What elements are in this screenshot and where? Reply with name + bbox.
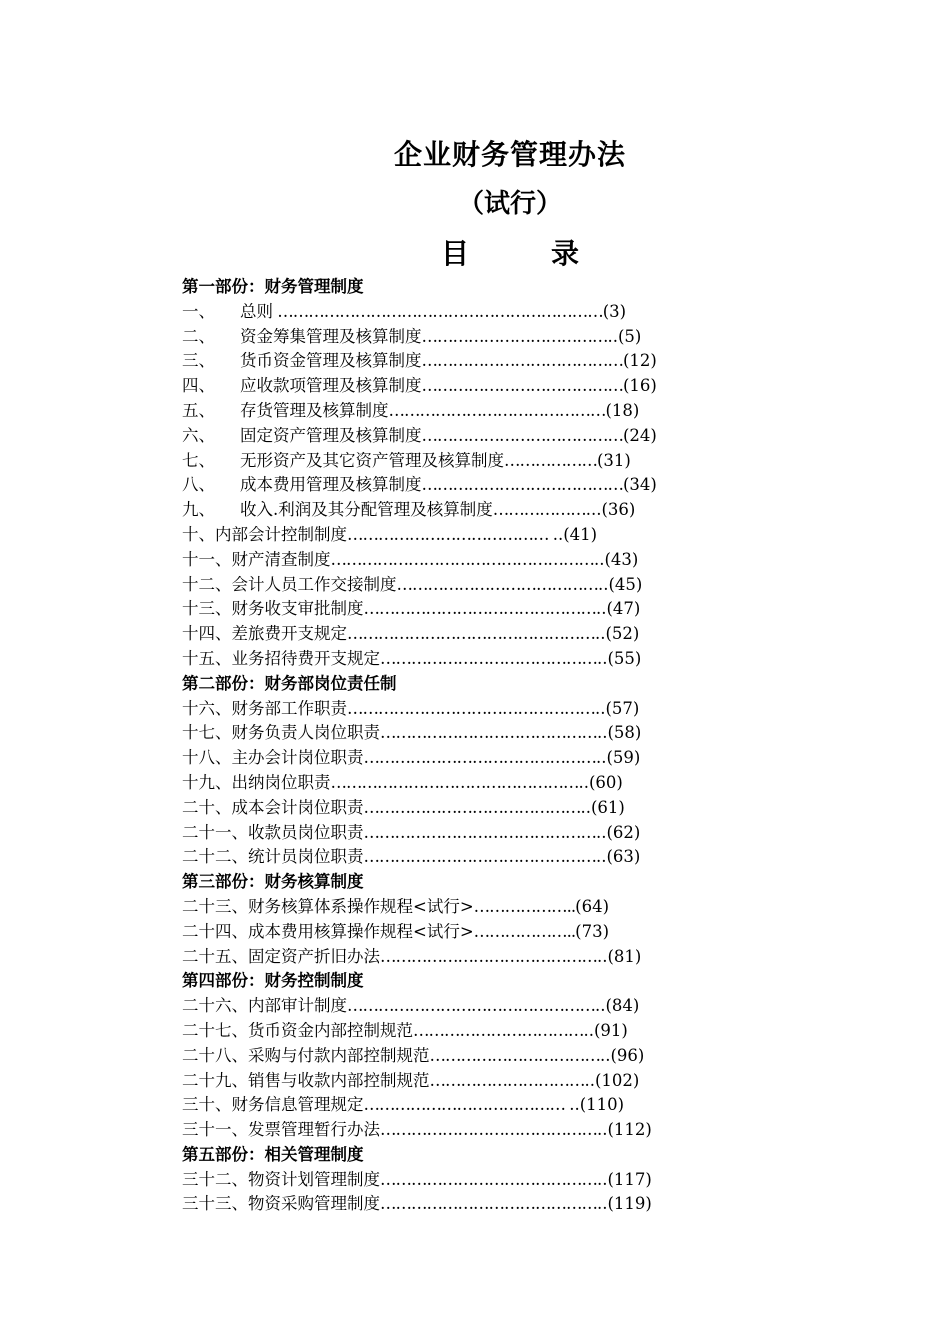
toc-entry-page: ..(43) [594,549,639,569]
toc-entry-page: ..(110) [569,1095,625,1115]
toc-entry-leader: ……………………………………… [363,599,596,619]
toc-entry-leader: ……………………………………… [363,748,596,768]
toc-entry-page: (34) [623,475,657,495]
toc-entry-label: 固定资产折旧办法 [248,946,380,966]
toc-entry-number: 三、 [182,351,215,371]
toc-entry-label: 应收款项管理及核算制度 [240,376,422,396]
toc-entry-leader: ……………… [504,450,597,470]
toc-entry-label: 发票管理暂行办法 [248,1120,380,1140]
toc-entry-number: 二、 [182,326,215,346]
toc-entry [182,895,702,920]
toc-entry-number: 七、 [182,450,215,470]
toc-entry-page: ..(58) [597,723,642,743]
toc-entry-label: 财务信息管理规定 [231,1095,364,1115]
toc-entry-page: ...(36) [585,500,636,520]
toc-entry-number: 二十一、 [182,822,248,842]
toc-heading [441,232,579,272]
toc-entry-number: 二十三、 [182,896,248,916]
toc-entry-leader: ………………………………… [421,376,623,396]
toc-entry-page: ..(62) [596,822,641,842]
toc-entry [182,573,702,598]
toc-entry-number: 三十一、 [182,1120,248,1140]
toc-entry-page: ..(57) [595,698,640,718]
toc-entry-page: (16) [623,376,657,396]
toc-entry [182,697,702,722]
toc-entry-page: (18) [605,400,640,420]
toc-entry [182,1168,702,1193]
toc-part-heading: 第一部份：财务管理制度 [182,277,364,296]
toc-entry-leader: …………………………………… [380,648,597,668]
toc-entry-number: 二十八、 [182,1045,248,1065]
toc-entry-page: (73) [575,921,610,941]
toc-entry [182,771,702,796]
toc-entry-leader: ……………….. [473,896,576,916]
toc-entry-label: 会计人员工作交接制度 [231,574,397,594]
toc-entry-label: 业务招待费开支规定 [231,648,380,668]
toc-entry-number: 三十、 [182,1095,232,1115]
toc-entry-label: 销售与收款内部控制规范 [248,1070,430,1090]
toc-entry-number: 三十二、 [182,1169,248,1189]
toc-entry-leader: ………………………………… [363,1095,570,1115]
toc-entry-leader: …………………………… [413,1020,584,1040]
toc-entry-label: 总则 [240,301,273,321]
toc-heading-right: 录 [551,237,580,270]
toc-entry-label: 收款员岗位职责 [248,822,364,842]
toc-entry-page: (24) [623,425,657,445]
toc-entry-leader: ……………………………… [421,326,608,346]
toc-entry-number: 二十二、 [182,847,248,867]
toc-entry [182,498,702,523]
toc-entry-leader: ………………………………… [347,524,553,544]
toc-entry-number: 二十九、 [182,1070,248,1090]
toc-entry-number: 九、 [182,500,215,520]
toc-entry-label: 成本费用管理及核算制度 [240,475,422,495]
toc-entry-number: 二十六、 [182,996,248,1016]
toc-entry-leader: …………………………………… [363,797,581,817]
toc-entry-number: 十四、 [182,624,232,644]
toc-entry-number: 十、 [182,524,215,544]
toc-entry-number: 二十四、 [182,921,248,941]
toc-entry-label: 货币资金内部控制规范 [248,1020,413,1040]
toc-entry-page: ..(63) [596,847,641,867]
toc-entry-leader: ……………… [492,500,586,520]
toc-entry-leader: ………………………………… [421,425,623,445]
toc-entry-number: 三十三、 [182,1194,248,1214]
toc-entry-label: 物资计划管理制度 [248,1169,380,1189]
toc-entry-number: 十一、 [182,549,232,569]
toc-entry-page: ..(81) [597,946,642,966]
toc-entry-page: ..(117) [597,1169,652,1189]
toc-entry-label: 存货管理及核算制度 [240,400,389,420]
toc-entry-number: 八、 [182,475,215,495]
toc-entry-page: ..(119) [597,1194,652,1214]
toc-entry [182,597,702,622]
toc-entry-label: 主办会计岗位职责 [231,748,364,768]
toc-entry-page: ..(45) [598,574,643,594]
toc-entry [182,1044,702,1069]
toc-entry-page: ..(102) [584,1070,640,1090]
toc-part-heading: 第二部份：财务部岗位责任制 [182,673,397,693]
toc-entry [182,1192,702,1217]
toc-entry-leader: …………………………… [429,1045,600,1065]
toc-entry-number: 二十七、 [182,1020,248,1040]
toc-entry-label: 货币资金管理及核算制度 [240,351,422,371]
toc-entry-leader: ………………………………… [396,574,598,594]
toc-entry-label: 内部会计控制制度 [215,524,347,544]
toc-entry-page: ..(112) [597,1120,652,1140]
toc-entry-label: 固定资产管理及核算制度 [240,425,422,445]
toc-entry-number: 十七、 [182,723,232,743]
toc-entry [182,845,702,870]
toc-entry-leader: ………………………………………… [347,624,595,644]
toc-entry-leader: …………………………………… [380,1194,597,1214]
table-of-contents [182,275,702,1217]
toc-entry [182,721,702,746]
toc-entry-number: 十五、 [182,648,232,668]
toc-entry-leader: ………………………………………… [330,772,579,792]
toc-entry-page: ..(91) [583,1020,628,1040]
toc-entry [182,1069,702,1094]
toc-entry-leader: ………………………………… [421,351,623,371]
toc-entry-leader: ……………….. [473,921,576,941]
toc-entry-number: 十八、 [182,748,232,768]
toc-entry [182,945,702,970]
toc-entry-leader: ……………………………………………………… [273,301,603,321]
toc-entry [182,1118,702,1143]
toc-entry-leader: ……………………………………… [363,822,596,842]
toc-entry-page: ..(55) [597,648,642,668]
toc-entry-leader: …………………………………………… [330,549,594,569]
toc-entry-page: ..(84) [595,996,640,1016]
toc-entry-label: 成本费用核算操作规程<试行> [248,921,474,941]
toc-entry-page: ..(41) [552,524,598,544]
toc-entry-leader: …………………………………… [380,723,597,743]
toc-entry [182,647,702,672]
toc-entry-leader: ………………………… [429,1070,585,1090]
toc-entry-page: ..(47) [596,599,641,619]
toc-entry [182,325,702,350]
toc-entry-page: ..(52) [595,624,640,644]
toc-entry-leader: ………………………………… [421,475,623,495]
toc-entry [182,523,702,548]
toc-entry-number: 十六、 [182,698,232,718]
toc-entry-label: 内部审计制度 [248,996,347,1016]
toc-entry [182,1093,702,1118]
toc-entry [182,994,702,1019]
toc-entry-number: 五、 [182,400,215,420]
toc-entry-number: 十二、 [182,574,232,594]
toc-entry [182,746,702,771]
toc-entry-leader: …………………………………… [380,1120,597,1140]
toc-entry-page: (12) [623,351,657,371]
toc-entry-label: 统计员岗位职责 [248,847,364,867]
document-subtitle: （试行） [457,189,562,219]
toc-entry-label: 财务部工作职责 [231,698,347,718]
toc-entry-leader: ………………………………………… [347,698,595,718]
toc-entry-leader: …………………………………… [388,400,606,420]
toc-entry-page: ..(61) [580,797,625,817]
toc-entry [182,920,702,945]
toc-entry-label: 成本会计岗位职责 [231,797,364,817]
toc-entry [182,300,702,325]
toc-entry [182,424,702,449]
toc-entry-label: 财产清查制度 [231,549,331,569]
document-title: 企业财务管理办法 [393,138,626,171]
toc-entry-number: 四、 [182,376,215,396]
toc-entry-number: 二十五、 [182,946,248,966]
toc-entry-page: (64) [575,896,610,916]
toc-entry-label: 财务负责人岗位职责 [231,723,380,743]
toc-entry-label: 无形资产及其它资产管理及核算制度 [240,450,504,470]
toc-entry-label: 收入.利润及其分配管理及核算制度 [240,500,493,520]
toc-entry-leader: …………………………………… [380,946,597,966]
toc-entry-page: (31) [597,450,631,470]
toc-entry [182,399,702,424]
toc-part-heading: 第五部份：相关管理制度 [182,1144,364,1164]
toc-entry [182,548,702,573]
toc-entry [182,796,702,821]
toc-entry-number: 十三、 [182,599,232,619]
toc-entry-label: 出纳岗位职责 [231,772,331,792]
toc-entry-number: 六、 [182,425,215,445]
toc-entry-page: (3) [602,301,627,321]
toc-entry-label: 资金筹集管理及核算制度 [240,326,422,346]
toc-entry [182,449,702,474]
toc-entry-label: 差旅费开支规定 [231,624,347,644]
toc-entry-page: ..(96) [600,1045,645,1065]
toc-entry-leader: …………………………………… [380,1169,597,1189]
toc-entry-page: ..(60) [578,772,623,792]
toc-entry-label: 物资采购管理制度 [248,1194,380,1214]
toc-entry [182,473,702,498]
toc-entry-page: ..(5) [607,326,642,346]
toc-entry-label: 财务收支审批制度 [231,599,364,619]
toc-entry [182,1019,702,1044]
toc-entry-number: 二十、 [182,797,232,817]
toc-entry [182,374,702,399]
toc-entry-label: 采购与付款内部控制规范 [248,1045,430,1065]
toc-entry-number: 十九、 [182,772,232,792]
toc-heading-left: 目 [441,237,470,270]
toc-entry-label: 财务核算体系操作规程<试行> [248,896,474,916]
toc-part-heading: 第四部份：财务控制制度 [182,971,364,991]
toc-entry [182,622,702,647]
toc-entry-leader: ………………………………………… [347,996,595,1016]
toc-part-heading: 第三部份：财务核算制度 [182,872,364,892]
toc-entry-number: 一、 [182,301,215,321]
toc-entry [182,349,702,374]
toc-entry-leader: ……………………………………… [363,847,596,867]
toc-entry-page: ..(59) [596,748,641,768]
toc-entry [182,821,702,846]
